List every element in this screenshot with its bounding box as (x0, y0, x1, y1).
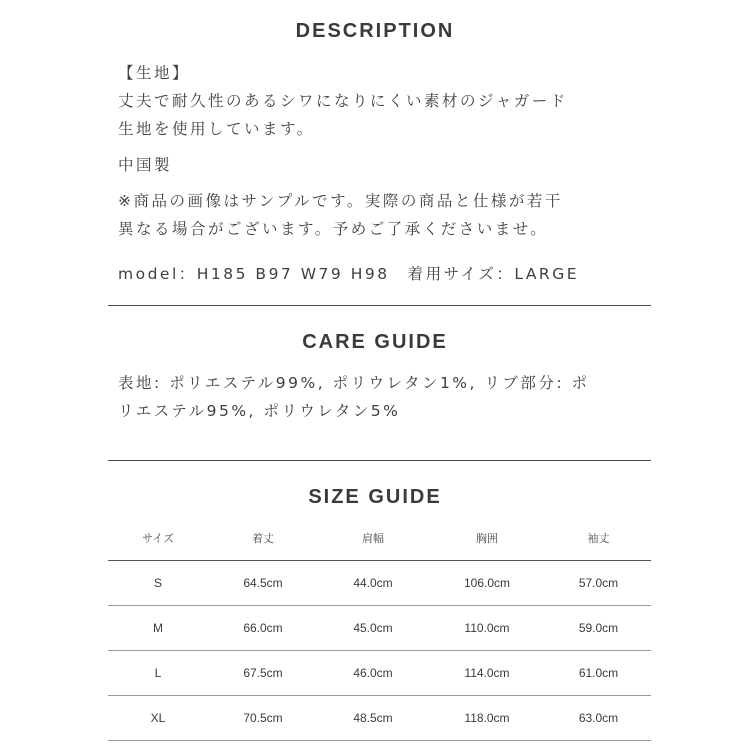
sleeve-value: 57.0cm (546, 561, 651, 606)
size-guide-title: SIZE GUIDE (308, 486, 442, 508)
size-table (108, 516, 651, 741)
chest-value: 114.0cm (428, 651, 546, 696)
size-label: XL (108, 696, 208, 741)
chest-value: 118.0cm (428, 696, 546, 741)
size-label: M (108, 606, 208, 651)
sample-note-line-1: ※商品の画像はサンプルです。実際の商品と仕様が若干 (118, 192, 563, 210)
chest-value: 110.0cm (428, 606, 546, 651)
sample-note-line-2: 異なる場合がございます。予めご了承くださいませ。 (118, 220, 549, 238)
shoulder-value: 45.0cm (318, 606, 428, 651)
material-composition-line-1: 表地: ポリエステル99%, ポリウレタン1%, リブ部分: ポ (118, 374, 590, 392)
material-composition-line-2: リエステル95%, ポリウレタン5% (118, 402, 401, 420)
shoulder-value: 46.0cm (318, 651, 428, 696)
country-of-origin: 中国製 (118, 156, 173, 174)
fabric-heading: 【生地】 (118, 64, 191, 82)
size-table-header (108, 516, 651, 561)
chest-value: 106.0cm (428, 561, 546, 606)
header-sleeve: 袖丈 (546, 516, 651, 561)
length-value: 64.5cm (208, 561, 318, 606)
size-label: L (108, 651, 208, 696)
length-value: 70.5cm (208, 696, 318, 741)
table-row (108, 561, 651, 606)
sleeve-value: 61.0cm (546, 651, 651, 696)
model-info: model：H185 B97 W79 H98 着用サイズ：LARGE (118, 265, 579, 283)
header-shoulder: 肩幅 (318, 516, 428, 561)
length-value: 66.0cm (208, 606, 318, 651)
length-value: 67.5cm (208, 651, 318, 696)
fabric-text-line-1: 丈夫で耐久性のあるシワになりにくい素材のジャガード (118, 92, 568, 110)
table-row (108, 606, 651, 651)
fabric-text-line-2: 生地を使用しています。 (118, 120, 315, 138)
header-chest: 胸囲 (428, 516, 546, 561)
table-row (108, 696, 651, 741)
description-title: DESCRIPTION (295, 20, 455, 42)
table-row (108, 651, 651, 696)
sleeve-value: 63.0cm (546, 696, 651, 741)
header-size: サイズ (108, 516, 208, 561)
header-length: 着丈 (208, 516, 318, 561)
sleeve-value: 59.0cm (546, 606, 651, 651)
shoulder-value: 44.0cm (318, 561, 428, 606)
section-divider (108, 460, 651, 461)
size-label: S (108, 561, 208, 606)
section-divider (108, 305, 651, 306)
shoulder-value: 48.5cm (318, 696, 428, 741)
care-guide-title: CARE GUIDE (302, 331, 448, 353)
